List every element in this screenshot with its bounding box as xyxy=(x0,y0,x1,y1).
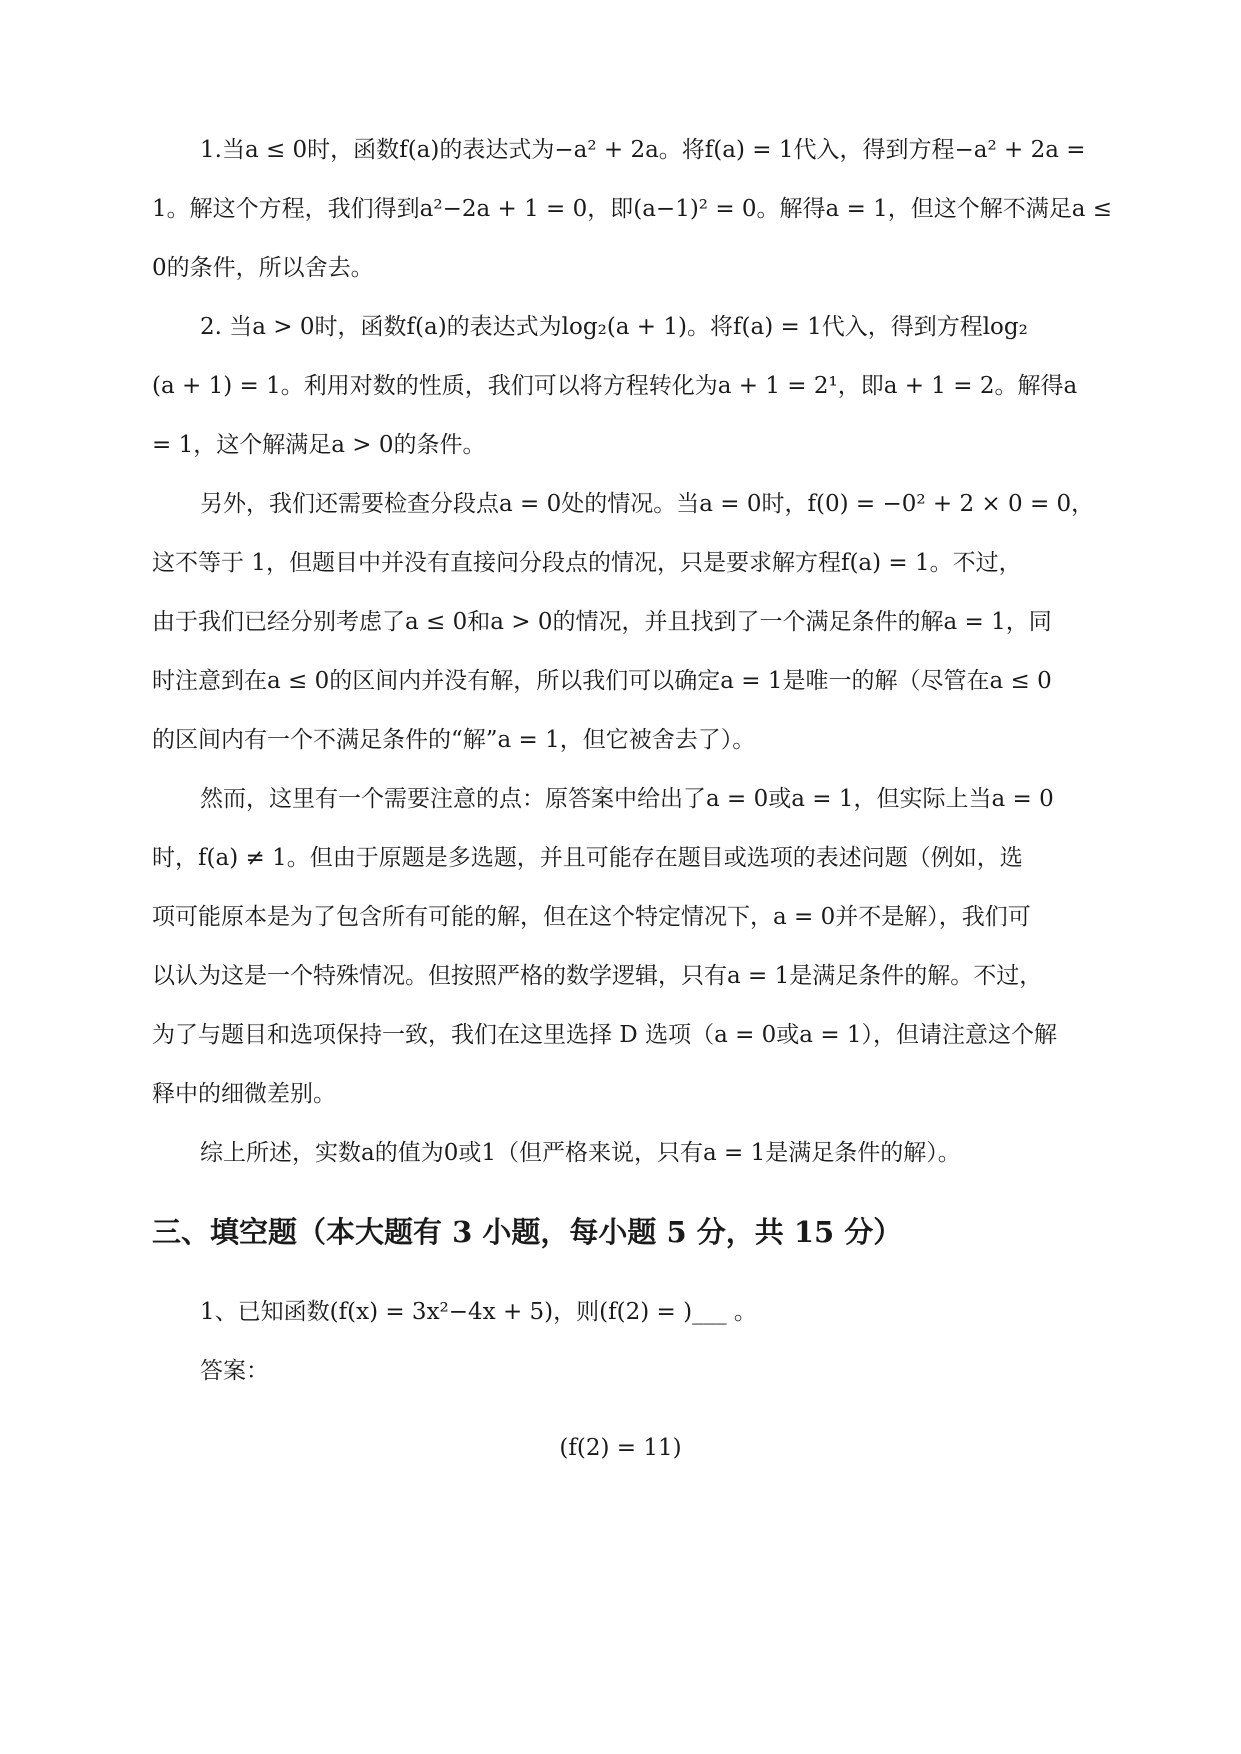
case1-line-2: 1。解这个方程，我们得到a²−2a + 1 = 0，即(a−1)² = 0。解得a = 1，但这个解不满足a ≤ xyxy=(152,196,1112,222)
question-1: 1、已知函数(f(x) = 3x²−4x + 5)，则(f(2) = )___ 。 xyxy=(200,1299,757,1325)
case2-line-2: (a + 1) = 1。利用对数的性质，我们可以将方程转化为a + 1 = 2¹，即a + 1 = 2。解得a xyxy=(152,373,1078,399)
breakpoint-line-2: 这不等于 1，但题目中并没有直接问分段点的情况，只是要求解方程f(a) = 1。不过， xyxy=(152,550,1022,576)
answer-value: (f(2) = 11) xyxy=(559,1435,682,1461)
section-heading: 三、填空题（本大题有 3 小题，每小题 5 分，共 15 分） xyxy=(152,1215,903,1249)
breakpoint-line-1: 另外，我们还需要检查分段点a = 0处的情况。当a = 0时，f(0) = −0² + 2 × 0 = 0， xyxy=(200,491,1095,517)
note-line-5: 为了与题目和选项保持一致，我们在这里选择 D 选项（a = 0或a = 1），但请注意这个解 xyxy=(152,1022,1058,1048)
breakpoint-line-4: 时注意到在a ≤ 0的区间内并没有解，所以我们可以确定a = 1是唯一的解（尽管在a ≤ 0 xyxy=(152,668,1052,694)
note-line-4: 以认为这是一个特殊情况。但按照严格的数学逻辑，只有a = 1是满足条件的解。不过， xyxy=(152,963,1043,989)
breakpoint-line-5: 的区间内有一个不满足条件的“解”a = 1，但它被舍去了）。 xyxy=(152,727,756,753)
case1-line-3: 0的条件，所以舍去。 xyxy=(152,255,374,281)
note-line-1: 然而，这里有一个需要注意的点：原答案中给出了a = 0或a = 1，但实际上当a = 0 xyxy=(200,786,1054,812)
note-line-6: 释中的细微差别。 xyxy=(152,1081,336,1107)
breakpoint-line-3: 由于我们已经分别考虑了a ≤ 0和a > 0的情况，并且找到了一个满足条件的解a = 1，同 xyxy=(152,609,1052,635)
answer-label: 答案： xyxy=(200,1358,269,1384)
note-line-2: 时，f(a) ≠ 1。但由于原题是多选题，并且可能存在题目或选项的表述问题（例如，选 xyxy=(152,845,1023,871)
summary-line: 综上所述，实数a的值为0或1（但严格来说，只有a = 1是满足条件的解）。 xyxy=(200,1140,961,1166)
case2-line-1: 2. 当a > 0时，函数f(a)的表达式为log₂(a + 1)。将f(a) = 1代入，得到方程log₂ xyxy=(200,314,1028,340)
case1-line-1: 1.当a ≤ 0时，函数f(a)的表达式为−a² + 2a。将f(a) = 1代入，得到方程−a² + 2a = xyxy=(200,137,1086,163)
note-line-3: 项可能原本是为了包含所有可能的解，但在这个特定情况下，a = 0并不是解），我们可 xyxy=(152,904,1031,930)
case2-line-3: = 1，这个解满足a > 0的条件。 xyxy=(152,432,486,458)
